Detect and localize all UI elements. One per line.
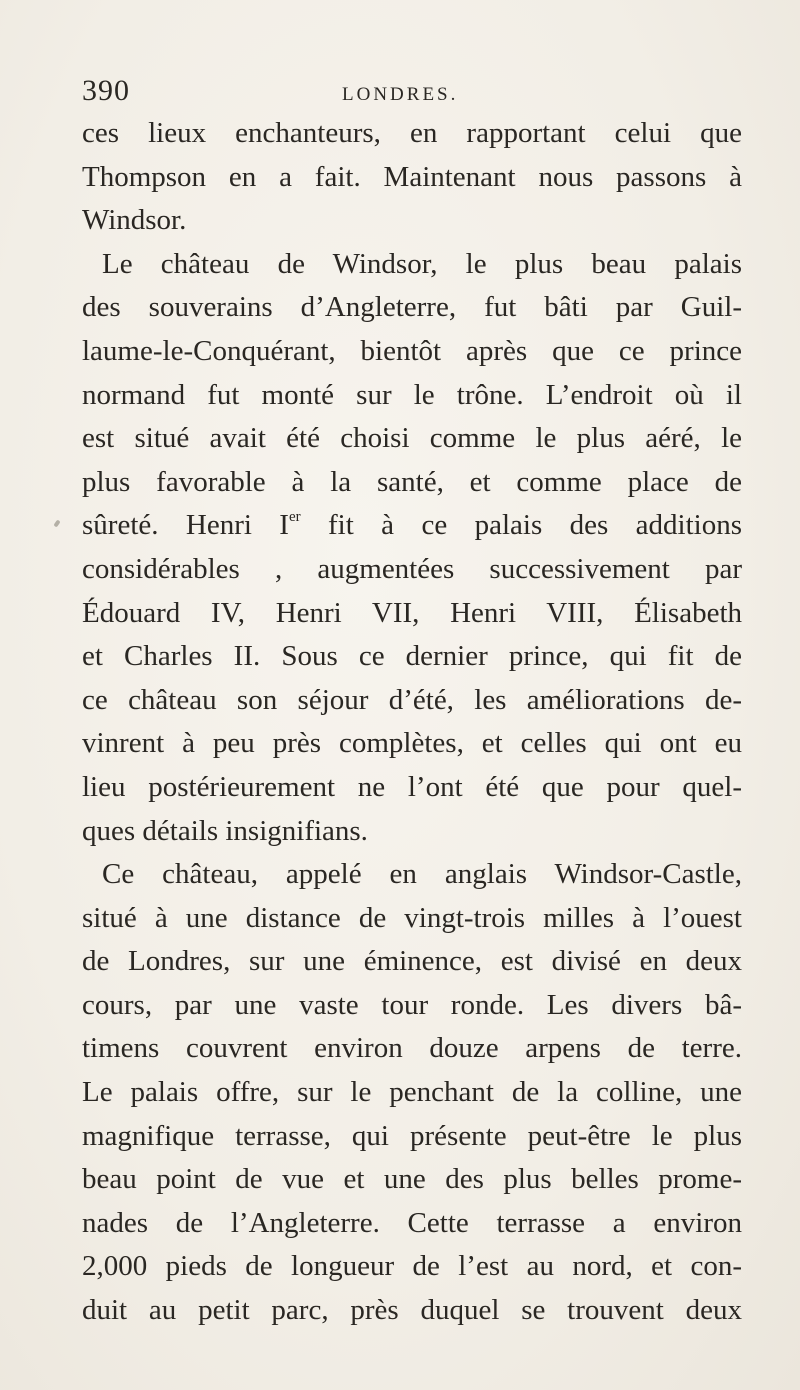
text-line: beau point de vue et une des plus belles prome- — [82, 1163, 742, 1196]
text-line: magnifique terrasse, qui présente peut-être le plus — [82, 1119, 742, 1152]
text-line: 2,000 pieds de longueur de l’est au nord, et con- — [82, 1250, 742, 1283]
text-line: normand fut monté sur le trône. L’endroit où il — [82, 378, 742, 411]
superscript: er — [288, 509, 301, 526]
body-text — [82, 112, 742, 1333]
page-number: 390 — [82, 74, 130, 107]
running-title: LONDRES. — [342, 84, 459, 105]
text-line: des souverains d’Angleterre, fut bâti par Guil- — [82, 291, 742, 324]
text-line: Windsor. — [82, 204, 187, 237]
text-line-henri — [82, 504, 742, 548]
text-line: vinrent à peu près complètes, et celles qui ont eu — [82, 727, 742, 760]
text-line: ces lieux enchanteurs, en rapportant celui que — [82, 117, 742, 149]
text-line: cours, par une vaste tour ronde. Les divers bâ- — [82, 988, 742, 1021]
text-fragment: fit à ce palais des additions — [300, 509, 742, 542]
running-head — [82, 74, 722, 114]
text-line: ce château son séjour d’été, les améliorations de- — [82, 683, 742, 716]
text-line: nades de l’Angleterre. Cette terrasse a environ — [82, 1206, 742, 1239]
text-line: ques détails insignifians. — [82, 814, 368, 847]
text-line: Ce château, appelé en anglais Windsor-Castle, — [102, 858, 742, 891]
text-line: Le palais offre, sur le penchant de la colline, une — [82, 1076, 742, 1109]
text-line: est situé avait été choisi comme le plus aéré, le — [82, 422, 742, 455]
text-line: Le château de Windsor, le plus beau palais — [102, 247, 742, 280]
text-line: Thompson en a fait. Maintenant nous passons à — [82, 160, 742, 193]
text-line: plus favorable à la santé, et comme place de — [82, 465, 742, 498]
text-line: lieu postérieurement ne l’ont été que pour quel- — [82, 770, 742, 803]
text-line: laume-le-Conquérant, bientôt après que ce prince — [82, 334, 742, 367]
text-line: duit au petit parc, près duquel se trouvent deux — [82, 1294, 742, 1327]
text-line: considérables , augmentées successivement par — [82, 552, 742, 585]
text-line: et Charles II. Sous ce dernier prince, qui fit de — [82, 640, 742, 673]
text-fragment: sûreté. Henri I — [82, 509, 289, 542]
text-line: Édouard IV, Henri VII, Henri VIII, Élisabeth — [82, 596, 742, 629]
paper-speck — [53, 519, 60, 527]
text-line: situé à une distance de vingt-trois milles à l’ouest — [82, 901, 742, 934]
text-line: de Londres, sur une éminence, est divisé en deux — [82, 945, 742, 978]
text-line: timens couvrent environ douze arpens de terre. — [82, 1032, 742, 1065]
